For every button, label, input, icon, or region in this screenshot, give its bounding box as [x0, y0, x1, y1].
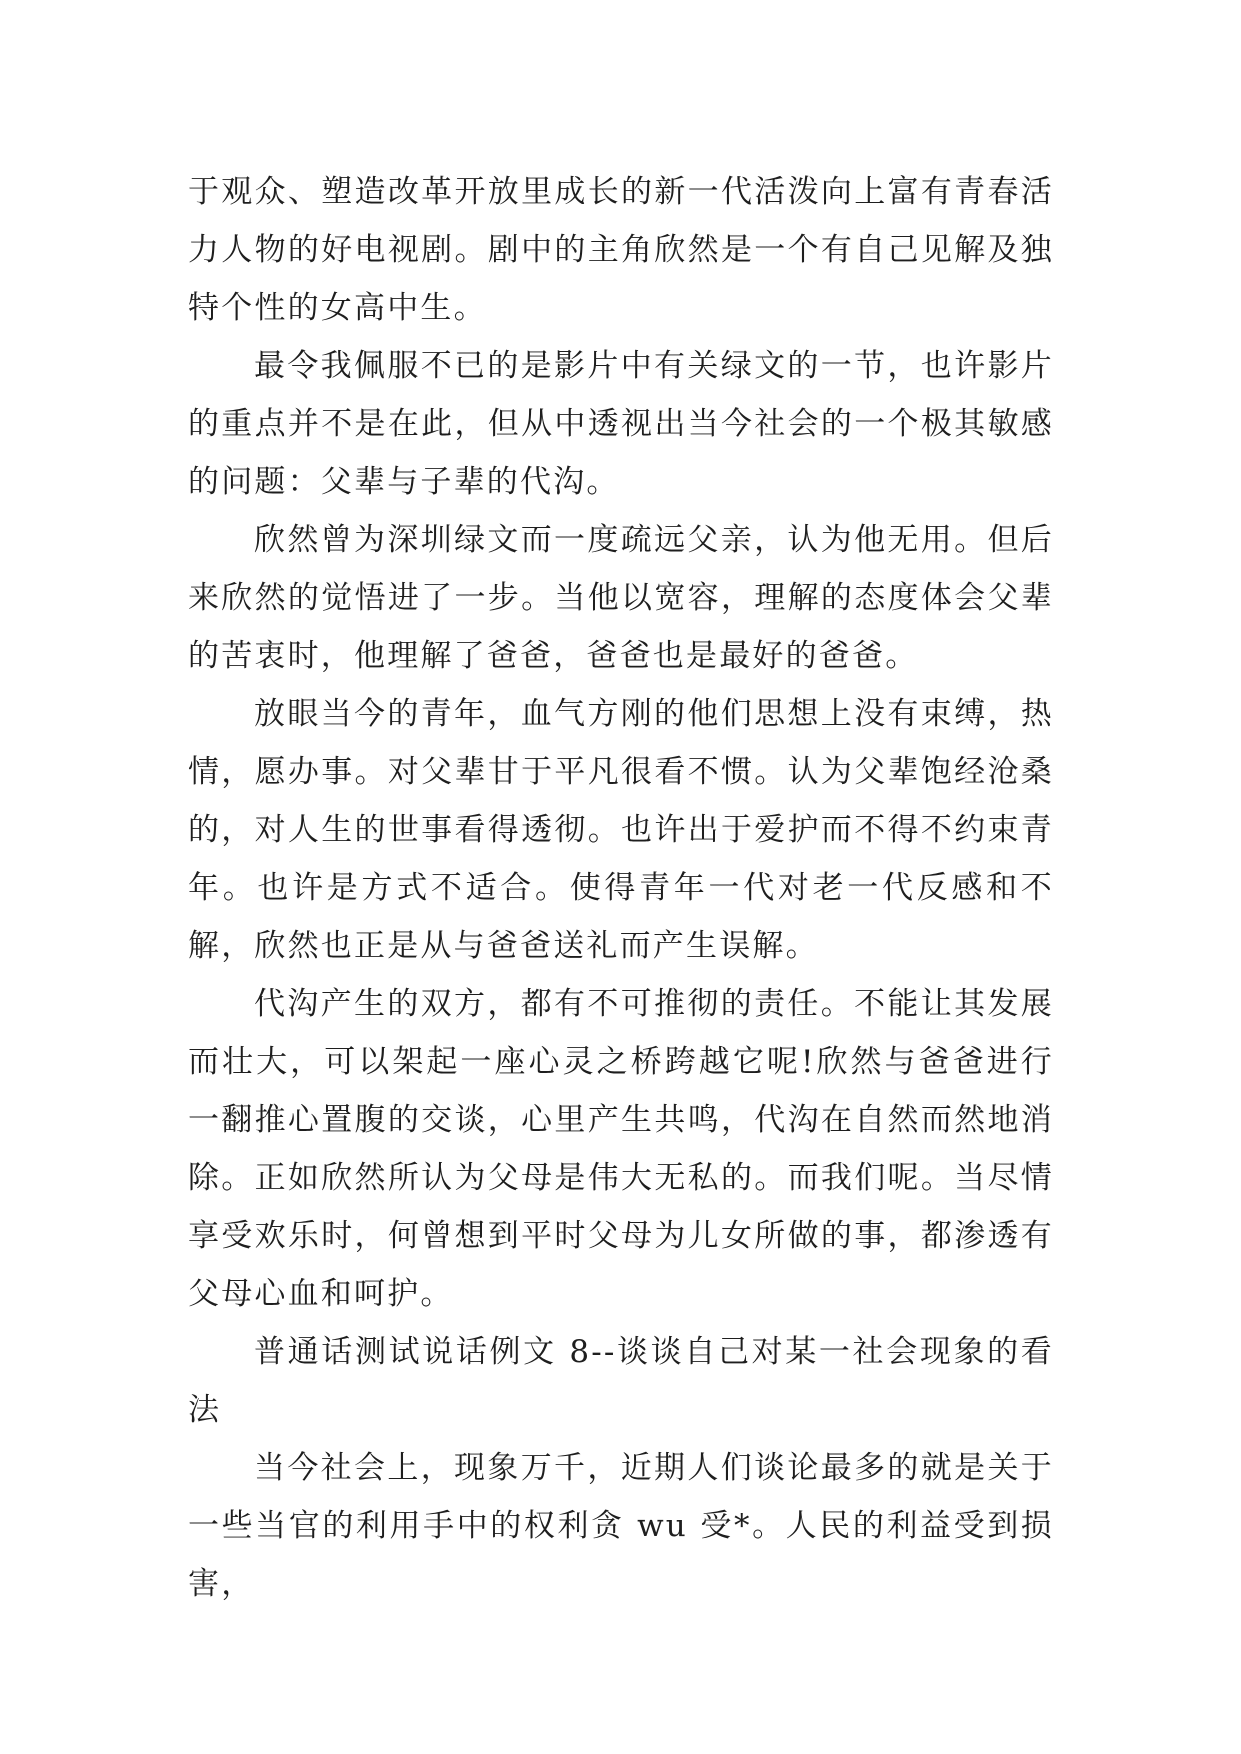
paragraph-4: 放眼当今的青年，血气方刚的他们思想上没有束缚，热情，愿办事。对父辈甘于平凡很看不惯。认为父辈饱经沧桑的，对人生的世事看得透彻。也许出于爱护而不得不约束青年。也许是方式不适合。使得青年一代对老一代反感和不解，欣然也正是从与爸爸送礼而产生误解。 — [188, 696, 1054, 964]
document-body — [188, 163, 1054, 1613]
section-heading: 普通话测试说话例文 8--谈谈自己对某一社会现象的看法 — [188, 1334, 1054, 1428]
paragraph-1: 于观众、塑造改革开放里成长的新一代活泼向上富有青春活力人物的好电视剧。剧中的主角欣然是一个有自己见解及独特个性的女高中生。 — [188, 174, 1054, 326]
paragraph-7: 当今社会上，现象万千，近期人们谈论最多的就是关于一些当官的利用手中的权利贪 wu 受*。人民的利益受到损害， — [188, 1450, 1054, 1602]
paragraph-2: 最令我佩服不已的是影片中有关绿文的一节，也许影片的重点并不是在此，但从中透视出当今社会的一个极其敏感的问题：父辈与子辈的代沟。 — [188, 348, 1054, 500]
paragraph-5: 代沟产生的双方，都有不可推彻的责任。不能让其发展而壮大，可以架起一座心灵之桥跨越它呢!欣然与爸爸进行一翻推心置腹的交谈，心里产生共鸣，代沟在自然而然地消除。正如欣然所认为父母是伟大无私的。而我们呢。当尽情享受欢乐时，何曾想到平时父母为儿女所做的事，都渗透有父母心血和呵护。 — [188, 986, 1054, 1312]
paragraph-3: 欣然曾为深圳绿文而一度疏远父亲，认为他无用。但后来欣然的觉悟进了一步。当他以宽容，理解的态度体会父辈的苦衷时，他理解了爸爸，爸爸也是最好的爸爸。 — [188, 522, 1054, 674]
